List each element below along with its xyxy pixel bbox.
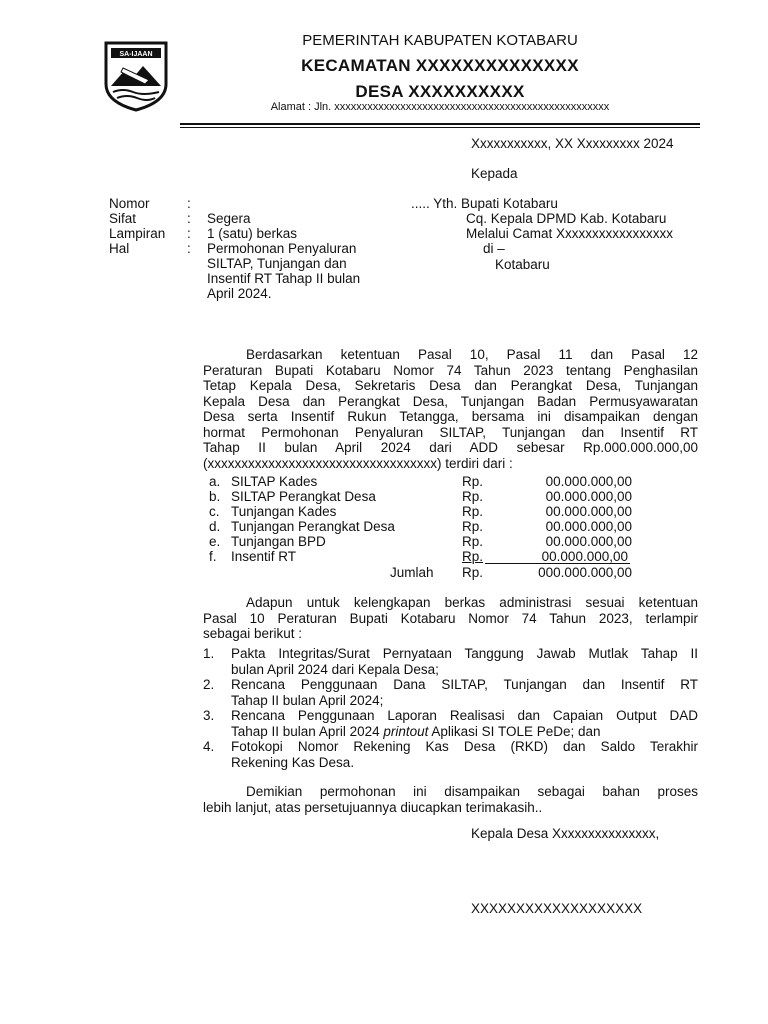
list-line: Rekening Kas Desa. bbox=[231, 754, 355, 770]
place-date: Xxxxxxxxxxx, XX Xxxxxxxxx 2024 bbox=[471, 136, 674, 151]
recipient-line: di – bbox=[483, 241, 505, 256]
meta-label: Sifat bbox=[109, 211, 137, 226]
paragraph-line: Peraturan Bupati Kotabaru Nomor 74 Tahun 2023 tentang Penghasilan bbox=[203, 362, 698, 378]
recipient-line: ..... Yth. Bupati Kotabaru bbox=[411, 196, 558, 211]
meta-label: Lampiran bbox=[109, 226, 166, 241]
item-amount: 00.000.000,00 bbox=[545, 519, 632, 534]
item-name: SILTAP Perangkat Desa bbox=[231, 489, 376, 504]
list-line: bulan April 2024 dari Kepala Desa; bbox=[231, 661, 439, 677]
list-line-italic: printout bbox=[383, 723, 429, 739]
header-government: PEMERINTAH KABUPATEN KOTABARU bbox=[302, 32, 578, 49]
item-name: Tunjangan BPD bbox=[231, 534, 326, 549]
total-label: Jumlah bbox=[390, 565, 434, 580]
item-letter: f. bbox=[209, 549, 217, 564]
regency-logo bbox=[103, 40, 169, 112]
item-currency: Rp. bbox=[462, 504, 484, 519]
item-name: SILTAP Kades bbox=[231, 474, 318, 489]
signature-title: Kepala Desa Xxxxxxxxxxxxxxx, bbox=[471, 826, 660, 841]
meta-colon: : bbox=[187, 196, 191, 211]
recipient-line: Melalui Camat Xxxxxxxxxxxxxxxxx bbox=[466, 226, 674, 241]
header-address: Alamat : Jln. xxxxxxxxxxxxxxxxxxxxxxxxxxxxxxxxxxxxxxxxxxxxxxxxxx bbox=[270, 101, 610, 113]
signature-name: XXXXXXXXXXXXXXXXXXX bbox=[471, 901, 643, 916]
paragraph-line: hormat Permohonan Penyaluran SILTAP, Tunjangan dan Insentif RT bbox=[203, 424, 698, 440]
item-currency: Rp. bbox=[462, 534, 484, 549]
meta-value: Permohonan Penyaluran bbox=[207, 241, 357, 256]
paragraph-line: (xxxxxxxxxxxxxxxxxxxxxxxxxxxxxxxxxx) terdiri dari : bbox=[203, 455, 513, 471]
meta-label: Hal bbox=[109, 241, 130, 256]
item-amount: 00.000.000,00 bbox=[545, 534, 632, 549]
paragraph-line: sebagai berikut : bbox=[203, 626, 303, 641]
list-line: Rencana Penggunaan Laporan Realisasi dan Capaian Output DAD bbox=[231, 708, 698, 723]
item-currency: Rp. bbox=[462, 474, 484, 489]
paragraph-line: Pasal 10 Peraturan Bupati Kotabaru Nomor 74 Tahun 2023, terlampir bbox=[203, 610, 698, 626]
paragraph-line: Tetap Kepala Desa, Sekretaris Desa dan Perangkat Desa, Tunjangan bbox=[203, 378, 698, 393]
paragraph-line: Demikian permohonan ini disampaikan sebagai bahan proses bbox=[246, 784, 698, 799]
meta-value: Insentif RT Tahap II bulan bbox=[207, 271, 361, 286]
paragraph-line: Tahap II bulan April 2024 dari ADD sebesar Rp.000.000.000,00 bbox=[203, 440, 698, 455]
meta-value: April 2024. bbox=[207, 286, 272, 301]
item-amount: 00.000.000,00 bbox=[545, 489, 632, 504]
kepada-label: Kepada bbox=[471, 166, 518, 181]
meta-colon: : bbox=[187, 211, 191, 226]
meta-value: Segera bbox=[207, 211, 251, 226]
item-currency: Rp. bbox=[462, 549, 484, 564]
paragraph-line: Kepala Desa dan Perangkat Desa, Tunjangan Badan Permusyawaratan bbox=[203, 393, 698, 409]
header-rule-thin bbox=[180, 127, 700, 128]
closing-paragraph bbox=[203, 784, 698, 815]
item-name: Tunjangan Perangkat Desa bbox=[231, 519, 395, 534]
meta-colon: : bbox=[187, 241, 191, 256]
header-rule-thick bbox=[180, 123, 700, 125]
paragraph-line: Adapun untuk kelengkapan berkas administrasi sesuai ketentuan bbox=[246, 595, 698, 610]
list-item bbox=[231, 739, 698, 770]
item-letter: a. bbox=[209, 474, 221, 489]
logo-text: SA-IJAAN bbox=[119, 51, 153, 58]
item-amount: 00.000.000,00 bbox=[545, 474, 632, 489]
item-letter: d. bbox=[209, 519, 221, 534]
item-name: Insentif RT bbox=[231, 549, 297, 564]
item-amount: 00.000.000,00 bbox=[545, 504, 632, 519]
list-item bbox=[231, 646, 698, 677]
meta-value: SILTAP, Tunjangan dan bbox=[207, 256, 347, 271]
list-line: Tahap II bulan April 2024; bbox=[231, 692, 384, 708]
item-amount: 00.000.000,00 bbox=[541, 549, 628, 564]
meta-colon: : bbox=[187, 226, 191, 241]
item-letter: c. bbox=[209, 504, 220, 519]
list-line-part: Tahap II bulan April 2024 bbox=[231, 723, 384, 739]
list-line-part: Aplikasi SI TOLE PeDe; dan bbox=[428, 723, 601, 739]
total-amount: 000.000.000,00 bbox=[538, 565, 632, 580]
item-currency: Rp. bbox=[462, 489, 484, 504]
list-line: Fotokopi Nomor Rekening Kas Desa (RKD) dan Saldo Terakhir bbox=[231, 739, 698, 754]
item-letter: b. bbox=[209, 489, 221, 504]
paragraph-line: Berdasarkan ketentuan Pasal 10, Pasal 11 dan Pasal 12 bbox=[246, 347, 698, 362]
list-item bbox=[231, 677, 698, 708]
item-name: Tunjangan Kades bbox=[231, 504, 337, 519]
body-paragraph-2 bbox=[203, 595, 698, 642]
list-item bbox=[231, 708, 698, 739]
paragraph-line: Desa serta Insentif Rukun Tetangga, bersama ini disampaikan dengan bbox=[203, 409, 698, 424]
list-number: 3. bbox=[203, 708, 215, 723]
recipient-line: Cq. Kepala DPMD Kab. Kotabaru bbox=[466, 211, 667, 226]
meta-label: Nomor bbox=[109, 196, 150, 211]
recipient-line: Kotabaru bbox=[495, 257, 550, 272]
body-paragraph-1 bbox=[203, 347, 698, 471]
total-currency: Rp. bbox=[462, 565, 484, 580]
list-number: 4. bbox=[203, 739, 215, 754]
header-district: KECAMATAN XXXXXXXXXXXXXX bbox=[301, 56, 579, 75]
list-line: Pakta Integritas/Surat Pernyataan Tanggung Jawab Mutlak Tahap II bbox=[231, 646, 698, 661]
list-line: Rencana Penggunaan Dana SILTAP, Tunjangan dan Insentif RT bbox=[231, 677, 698, 692]
list-line bbox=[231, 724, 698, 740]
paragraph-line: lebih lanjut, atas persetujuannya diucapkan terimakasih.. bbox=[203, 799, 543, 815]
item-currency: Rp. bbox=[462, 519, 484, 534]
list-number: 1. bbox=[203, 646, 215, 661]
item-letter: e. bbox=[209, 534, 221, 549]
header-village: DESA XXXXXXXXXX bbox=[355, 82, 525, 101]
list-number: 2. bbox=[203, 677, 215, 692]
meta-value: 1 (satu) berkas bbox=[207, 226, 298, 241]
